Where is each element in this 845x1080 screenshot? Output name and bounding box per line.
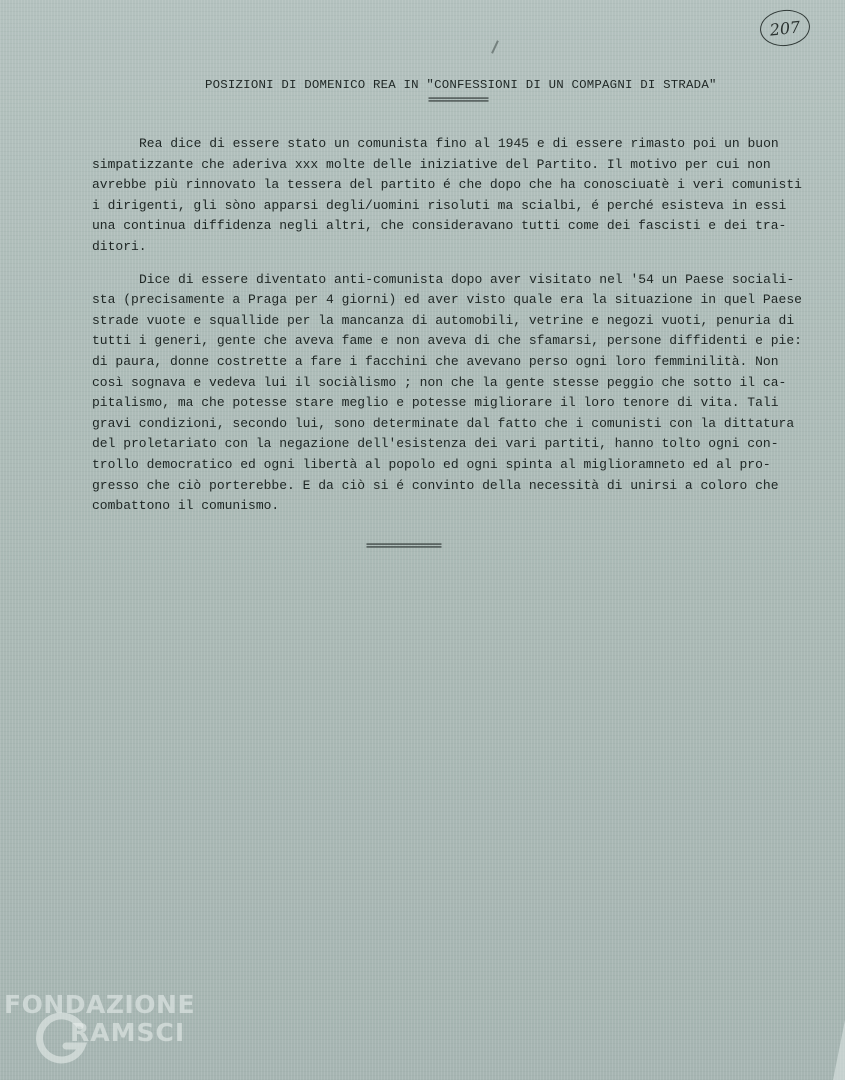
text-line: simpatizzante che aderiva xxx molte delle iniziative del Partito. Il motivo per cui non	[92, 156, 771, 172]
paragraph-1	[92, 134, 834, 258]
page-corner	[833, 1020, 845, 1080]
text-line: gravi condizioni, secondo lui, sono determinate dal fatto che i comunisti con la dittatura	[92, 415, 795, 431]
text-line: pitalismo, ma che potesse stare meglio e potesse migliorare il loro tenore di vita. Tali	[92, 395, 779, 411]
text-line: combattono il comunismo.	[92, 498, 280, 514]
text-line: Dice di essere diventato anti-comunista dopo aver visitato nel '54 un Paese sociali-	[139, 271, 795, 287]
archive-page-number: 207	[758, 7, 811, 48]
fondazione-gramsci-watermark	[4, 990, 214, 1070]
text-line: tutti i generi, gente che aveva fame e non aveva di che sfamarsi, persone diffidenti e pie:	[92, 333, 802, 349]
pencil-mark	[491, 40, 499, 54]
text-line: ditori.	[92, 238, 147, 254]
text-line: strade vuote e squallide per la mancanza di automobili, vetrine e negozi vuoti, penuria di	[92, 312, 795, 328]
text-line: trollo democratico ed ogni libertà al popolo ed ogni spinta al miglioramneto ed al pro-	[92, 456, 771, 472]
watermark-line-2: RAMSCI	[70, 1018, 186, 1047]
text-line: così sognava e vedeva lui il sociàlismo ; non che la gente stesse peggio che sotto il ca-	[92, 374, 787, 390]
document-title: POSIZIONI DI DOMENICO REA IN "CONFESSIONI DI UN COMPAGNI DI STRADA"	[205, 78, 717, 92]
watermark-line-1: FONDAZIONE	[4, 990, 196, 1019]
text-line: del proletariato con la negazione dell'esistenza dei vari partiti, hanno tolto ogni con-	[92, 436, 779, 452]
paragraph-2	[92, 270, 834, 517]
text-line: gresso che ciò porterebbe. E da ciò si é convinto della necessità di unirsi a coloro che	[92, 477, 779, 493]
text-line: Rea dice di essere stato un comunista fino al 1945 e di essere rimasto poi un buon	[139, 136, 779, 151]
title-underline: ============	[428, 96, 489, 107]
text-line: di paura, donne costrette a fare i facchini che avevano perso ogni loro femminilità. Non	[92, 353, 779, 369]
document-body	[92, 134, 834, 529]
text-line: sta (precisamente a Praga per 4 giorni) ed aver visto quale era la situazione in quel Paese	[92, 292, 802, 308]
text-line: i dirigenti, gli sòno apparsi degli/uomini risoluti ma scialbi, é perché esisteva in essi	[92, 197, 787, 213]
closing-rule: ===============	[366, 542, 442, 553]
text-line: una continua diffidenza negli altri, che consideravano tutti come dei fascisti e dei tra-	[92, 218, 787, 234]
text-line: avrebbe più rinnovato la tessera del partito é che dopo che ha conosciuatè i veri comunisti	[92, 177, 802, 193]
